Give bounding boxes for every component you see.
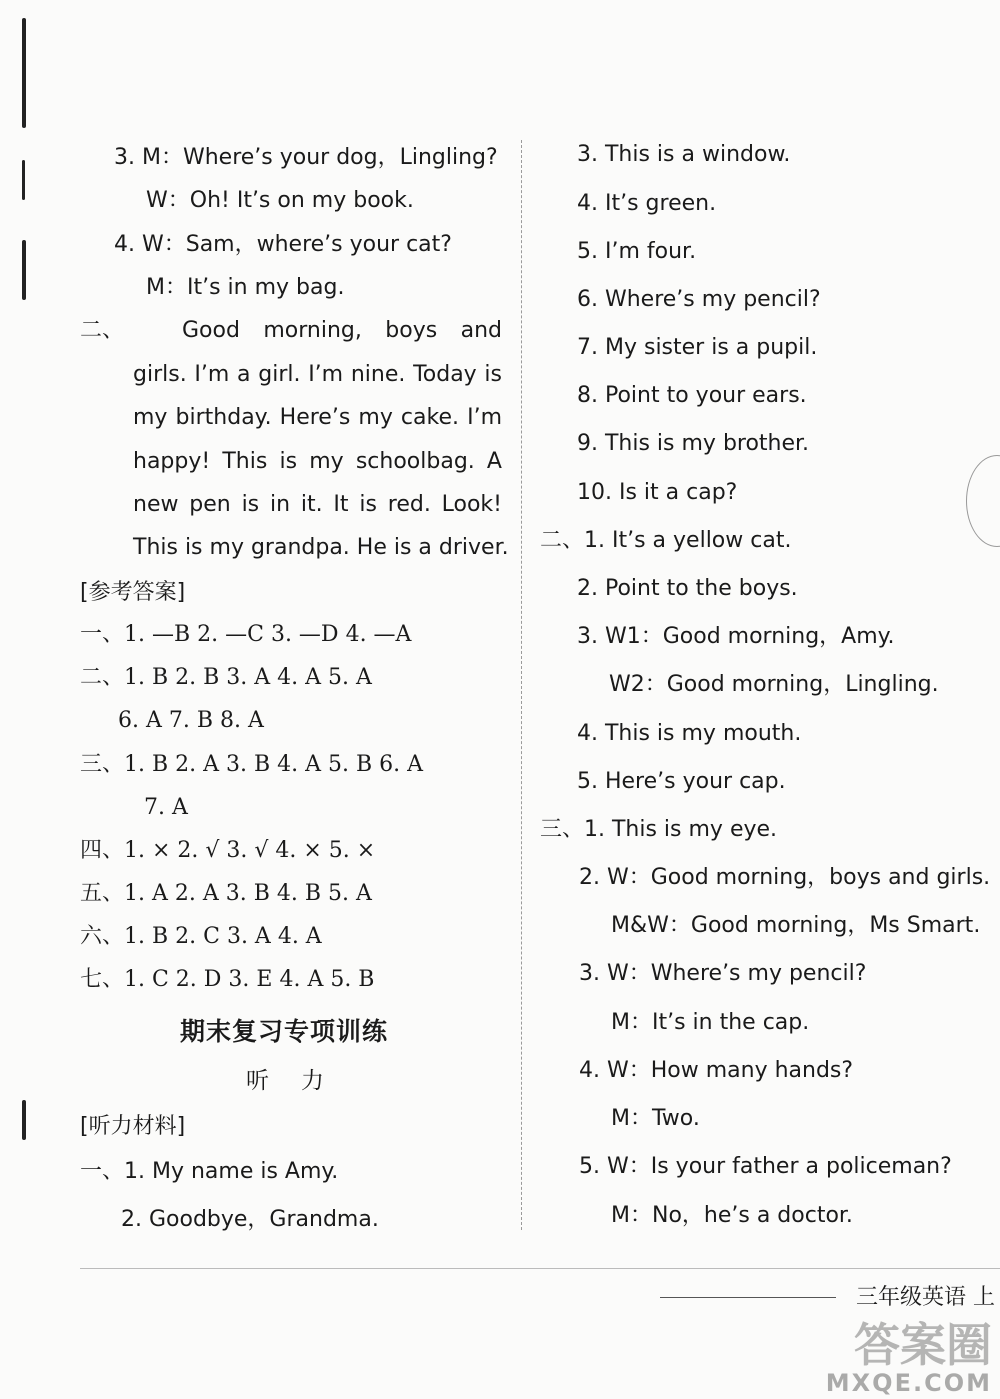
script-line: W2：Good morning，Lingling. [609,672,939,697]
answer-line: 7. A [144,795,188,820]
script-line: 6. Where’s my pencil? [577,287,821,312]
answer-line: 五、1. A 2. A 3. B 4. B 5. A [80,881,372,906]
answer-line: 三、1. B 2. A 3. B 4. A 5. B 6. A [80,752,424,777]
binding-edge-mark [22,1100,26,1140]
passage-line: girls. I’m a girl. I’m nine. Today is [133,362,502,387]
script-line: 2. Point to the boys. [577,576,798,601]
dialogue-line: 3. M：Where’s your dog，Lingling? [114,145,498,170]
footer-blank-line [660,1297,836,1298]
script-line: 5. I’m four. [577,239,697,264]
script-line: 4. It’s green. [577,191,717,216]
script-line: 4. W：How many hands? [579,1058,854,1083]
script-line: 8. Point to your ears. [577,383,807,408]
passage-label: 二、 [80,318,125,343]
passage-line: my birthday. Here’s my cake. I’m [133,405,502,430]
script-line: 7. My sister is a pupil. [577,335,818,360]
watermark-url: MXQE.COM [825,1369,992,1397]
listening-header: [听力材料] [80,1114,186,1139]
answer-line: 6. A 7. B 8. A [118,708,264,733]
script-line: 二、1. It’s a yellow cat. [540,528,792,553]
script-line: M&W：Good morning，Ms Smart. [611,913,981,938]
dialogue-line: 4. W：Sam，where’s your cat? [114,232,452,257]
binding-edge-mark [22,240,26,300]
script-line: 4. This is my mouth. [577,721,802,746]
watermark-logo: 答案圈 [854,1318,992,1372]
script-line: 5. W：Is your father a policeman? [579,1154,952,1179]
script-line: 2. W：Good morning，boys and girls. [579,865,991,890]
passage-line: new pen is in it. It is red. Look! [133,492,502,517]
footer-label: 三年级英语 上 [856,1285,995,1310]
passage-line: Good morning, boys and [182,318,502,343]
passage-line: This is my grandpa. He is a driver. [133,535,509,560]
script-line: M：Two. [611,1106,700,1131]
script-line: 3. This is a window. [577,142,791,167]
script-line: 三、1. This is my eye. [540,817,778,842]
listening-line: 2. Goodbye，Grandma. [121,1207,379,1232]
stamp-mark [966,455,1000,547]
binding-edge-mark [22,160,25,200]
answer-line: 一、1. —B 2. —C 3. —D 4. —A [80,622,412,647]
column-divider [521,140,522,1230]
section-title: 期末复习专项训练 [180,1017,389,1046]
answer-line: 二、1. B 2. B 3. A 4. A 5. A [80,665,372,690]
dialogue-line: W：Oh! It’s on my book. [146,188,414,213]
passage-line: happy! This is my schoolbag. A [133,449,502,474]
answer-line: 六、1. B 2. C 3. A 4. A [80,924,322,949]
script-line: 3. W1：Good morning，Amy. [577,624,895,649]
script-line: 5. Here’s your cap. [577,769,786,794]
script-line: 3. W：Where’s my pencil? [579,961,867,986]
script-line: 10. Is it a cap? [577,480,738,505]
listening-line: 一、1. My name is Amy. [80,1159,339,1184]
answer-line: 四、1. × 2. √ 3. √ 4. × 5. × [80,838,376,863]
script-line: M：It’s in the cap. [611,1010,810,1035]
section-subtitle: 听力 [246,1068,356,1094]
script-line: M：No，he’s a doctor. [611,1203,853,1228]
dialogue-line: M：It’s in my bag. [146,275,345,300]
script-line: 9. This is my brother. [577,431,810,456]
answers-header: [参考答案] [80,580,186,605]
footer-rule [80,1268,1000,1269]
binding-edge-mark [22,18,26,128]
answer-line: 七、1. C 2. D 3. E 4. A 5. B [80,967,375,992]
